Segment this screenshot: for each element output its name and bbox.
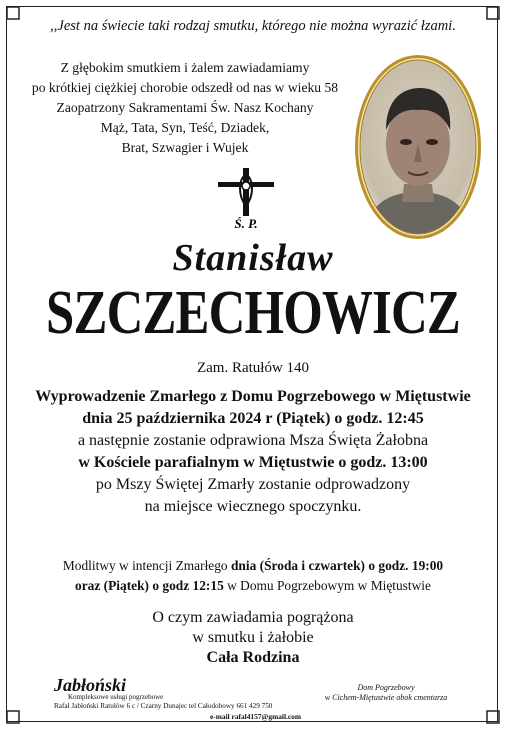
family-signature: Cała Rodzina: [206, 649, 300, 666]
deceased-first-name: Stanisław: [172, 237, 334, 279]
intro-line: Z głębokim smutkiem i żalem zawiadamiamy: [60, 60, 310, 75]
logo-subtitle: Kompleksowe usługi pogrzebowe: [68, 693, 164, 701]
ceremony-line: Wyprowadzenie Zmarłego z Domu Pogrzebowego w Miętustwie: [35, 388, 471, 405]
deceased-address: Zam. Ratułów 140: [196, 360, 310, 376]
prayer-time: dnia (Środa i czwartek) o godz. 19:00: [230, 558, 444, 573]
ceremony-line: a następnie zostanie odprawiona Msza Święta Żałobna: [77, 432, 429, 449]
memorial-quote: ,,Jest na świecie taki rodzaj smutku, którego nie można wyrazić łzami.: [50, 18, 456, 34]
prayer-schedule: [0, 556, 506, 596]
logo-name: Jabłoński: [54, 675, 127, 695]
prayer-text: w Domu Pogrzebowym w Miętustwie: [223, 578, 431, 593]
intro-line: po krótkiej ciężkiej chorobie odszedł od nas w wieku 58: [31, 80, 339, 95]
deceased-last-name: SZCZECHOWICZ: [46, 279, 460, 347]
contact-info: Rafał Jabłoński Ratułów 6 c / Czarny Dunajec tel Całodobowy 661 429 750: [54, 702, 273, 710]
funeral-home-line: Dom Pogrzebowy: [357, 683, 415, 692]
corner-ornament-bottom-right: [486, 710, 500, 724]
intro-text: [30, 58, 340, 158]
prayer-time: oraz (Piątek) o godz 12:15: [75, 578, 224, 593]
cross-icon: [214, 166, 278, 232]
family-announcement: [0, 608, 506, 668]
prayer-text: Modlitwy w intencji Zmarłego: [62, 558, 231, 573]
funeral-service-logo: [54, 677, 314, 701]
ceremony-line: po Mszy Świętej Zmarły zostanie odprowadzony: [95, 476, 411, 493]
funeral-home-line: w Cichem-Miętustwie obok cmentarza: [324, 693, 448, 702]
ceremony-line: dnia 25 października 2024 r (Piątek) o godz. 12:45: [82, 410, 424, 427]
ceremony-details: [0, 386, 506, 518]
corner-ornament-bottom-left: [6, 710, 20, 724]
email-address: e-mail rafal4157@gmail.com: [210, 712, 302, 721]
prayer-line: [0, 556, 506, 576]
cross-letters: Ś. P.: [234, 216, 258, 231]
ceremony-line: na miejsce wiecznego spoczynku.: [144, 498, 362, 515]
intro-line: Zaopatrzony Sakramentami Św. Nasz Kochany: [56, 100, 314, 115]
ceremony-line: w Kościele parafialnym w Miętustwie o godz. 13:00: [78, 454, 428, 471]
prayer-line: [0, 576, 506, 596]
portrait-photo: [352, 52, 484, 242]
intro-line: Brat, Szwagier i Wujek: [121, 140, 249, 155]
announcement-line: O czym zawiadamia pogrążona: [152, 609, 354, 626]
announcement-line: w smutku i żałobie: [192, 629, 314, 646]
funeral-home-info: [306, 683, 466, 703]
intro-line: Mąż, Tata, Syn, Teść, Dziadek,: [100, 120, 270, 135]
